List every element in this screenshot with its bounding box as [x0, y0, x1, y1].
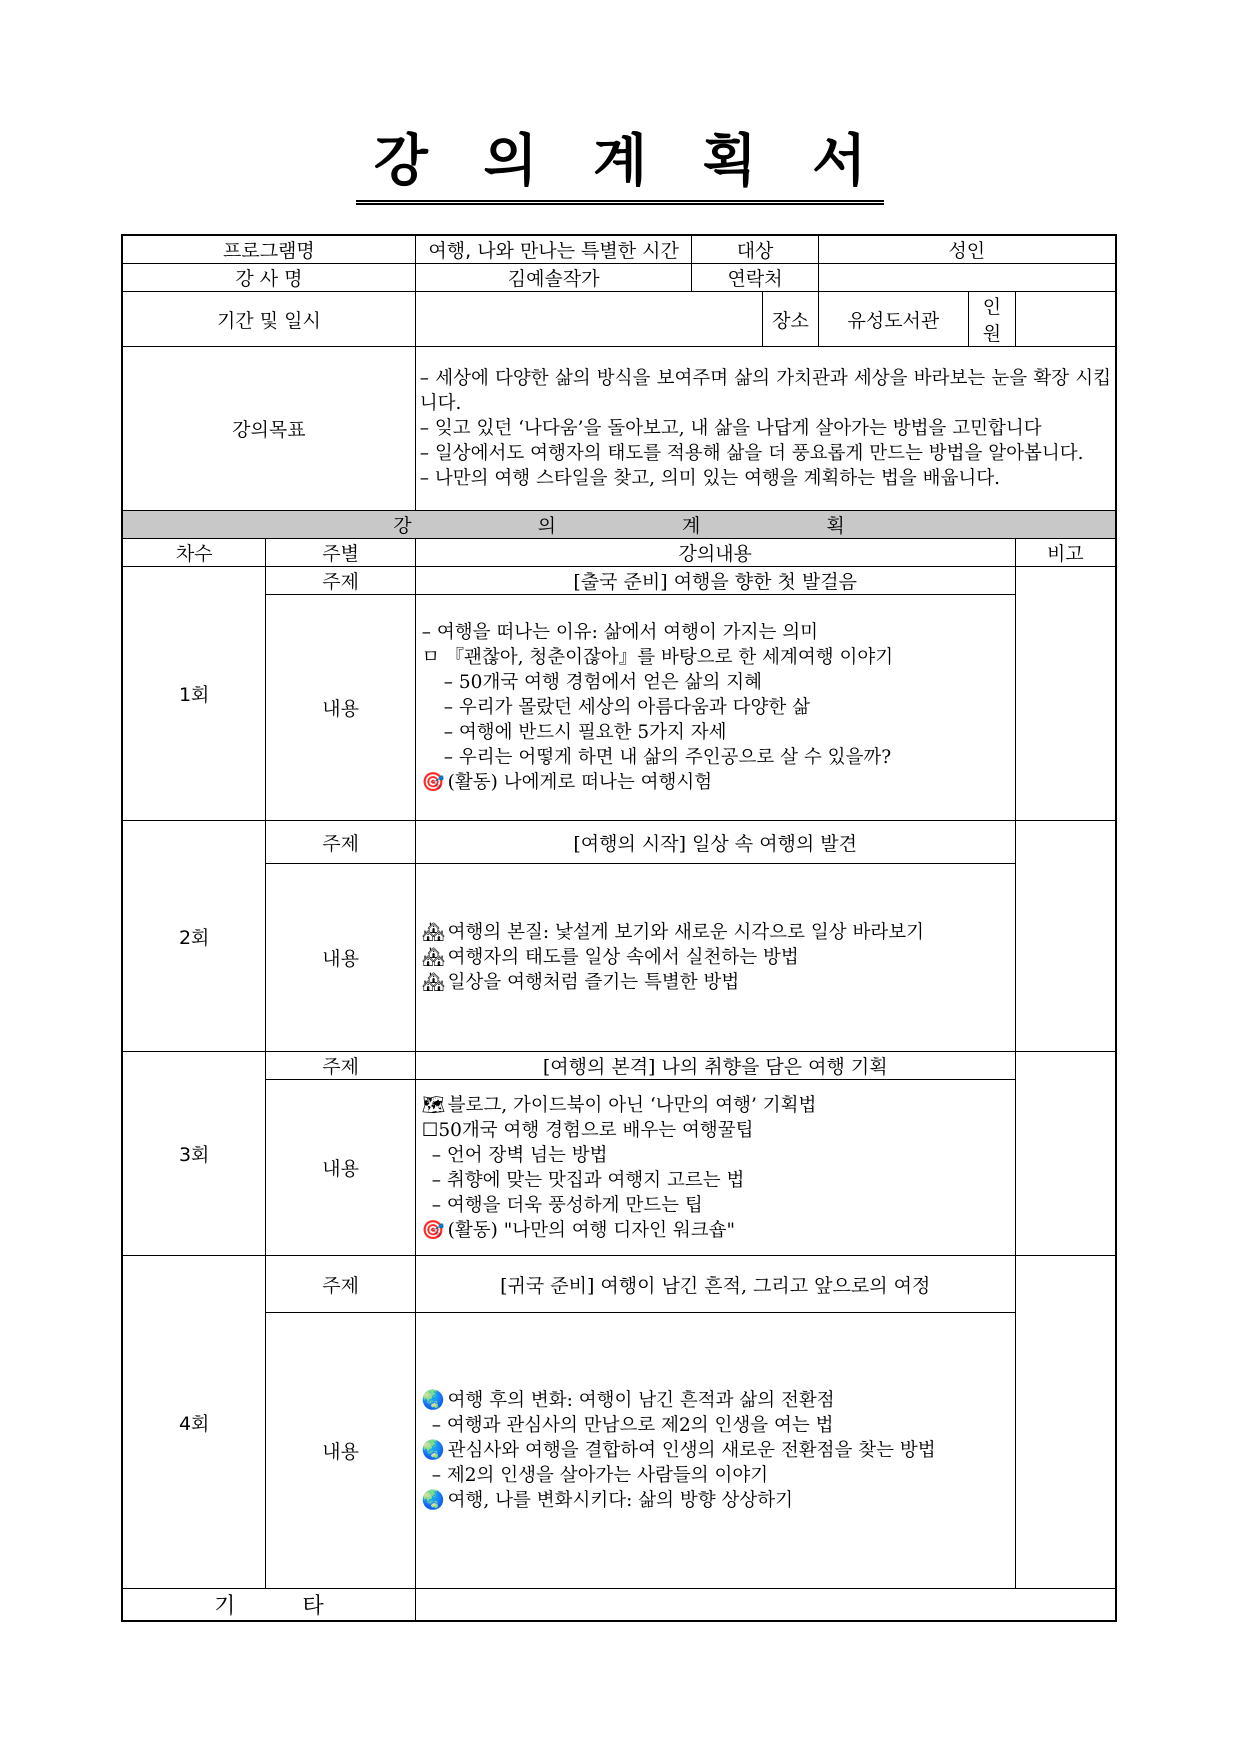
content-line: 🎯 (활동) 나에게로 떠나는 여행시험 [421, 772, 713, 793]
goals-row [122, 347, 1116, 511]
content-line: – 여행에 반드시 필요한 5가지 자세 [443, 722, 727, 743]
topic-label: 주제 [266, 567, 415, 595]
goal-item: – 일상에서도 여행자의 태도를 적용해 삶을 더 풍요롭게 만드는 방법을 알아봅니다. [419, 443, 1084, 464]
content-line: – 여행을 떠나는 이유: 삶에서 여행이 가지는 의미 [421, 622, 818, 643]
content-line: 🗺 블로그, 가이드북이 아닌 ‘나만의 여행’ 기획법 [421, 1094, 817, 1116]
session-label: 3회 [122, 1052, 266, 1256]
houses-icon: 🏘 [421, 947, 446, 968]
topic-label: 주제 [266, 821, 415, 864]
content-label: 내용 [266, 864, 415, 1052]
plan-header-row [122, 511, 1116, 539]
period-value [415, 292, 763, 347]
etc-label-cell [122, 1589, 415, 1622]
goal-item: – 나만의 여행 스타일을 찾고, 의미 있는 여행을 계획하는 법을 배웁니다. [419, 468, 1000, 489]
session-topic: [출국 준비] 여행을 향한 첫 발걸음 [415, 567, 1015, 595]
session-topic: [여행의 본격] 나의 취향을 담은 여행 기획 [415, 1052, 1015, 1080]
content-line: – 여행과 관심사의 만남으로 제2의 인생을 여는 법 [431, 1415, 834, 1436]
session-2-content-row [122, 864, 1116, 1052]
content-line: – 50개국 여행 경험에서 얻은 삶의 지혜 [443, 672, 763, 693]
globe-icon: 🌏 [421, 1390, 445, 1411]
content-line: – 언어 장벽 넘는 방법 [431, 1144, 608, 1166]
session-note [1015, 1052, 1116, 1256]
session-1-content-row [122, 595, 1116, 821]
session-content [415, 1080, 1015, 1256]
period-label: 기간 및 일시 [122, 292, 415, 347]
col-content: 강의내용 [415, 539, 1015, 567]
col-session: 차수 [122, 539, 266, 567]
program-value: 여행, 나와 만나는 특별한 시간 [415, 235, 692, 264]
content-line: – 여행을 더욱 풍성하게 만드는 팁 [431, 1194, 703, 1216]
plan-header-text: 강 의 계 획 [393, 515, 905, 537]
content-line: ☐50개국 여행 경험으로 배우는 여행꿀팁 [421, 1119, 754, 1141]
place-value: 유성도서관 [818, 292, 969, 347]
goals-content [415, 347, 1116, 511]
etc-row [122, 1589, 1116, 1622]
session-content [415, 595, 1015, 821]
session-3-topic-row [122, 1052, 1116, 1080]
session-topic: [귀국 준비] 여행이 남긴 흔적, 그리고 앞으로의 여정 [415, 1256, 1015, 1313]
content-line: ㅁ 『괜찮아, 청춘이잖아』를 바탕으로 한 세계여행 이야기 [421, 647, 894, 668]
content-label: 내용 [266, 1080, 415, 1256]
session-content [415, 1313, 1015, 1589]
session-label: 1회 [122, 567, 266, 821]
session-label: 4회 [122, 1256, 266, 1589]
session-note [1015, 567, 1116, 821]
contact-value [818, 264, 1116, 292]
content-line: 🏘 여행의 본질: 낯설게 보기와 새로운 시각으로 일상 바라보기 [421, 922, 924, 943]
session-topic: [여행의 시작] 일상 속 여행의 발견 [415, 821, 1015, 864]
goal-item: – 잊고 있던 ‘나다움’을 돌아보고, 내 삶을 나답게 살아가는 방법을 고민합니다 [419, 418, 1042, 439]
target-icon: 🎯 [421, 1219, 445, 1241]
globe-icon: 🌏 [421, 1490, 445, 1511]
session-2-topic-row [122, 821, 1116, 864]
instructor-label: 강 사 명 [122, 264, 415, 292]
houses-icon: 🏘 [421, 922, 446, 943]
contact-label: 연락처 [692, 264, 818, 292]
col-note: 비고 [1015, 539, 1116, 567]
session-note [1015, 1256, 1116, 1589]
content-line: 🌏 여행, 나를 변화시키다: 삶의 방향 상상하기 [421, 1490, 793, 1511]
column-header-row [122, 539, 1116, 567]
instructor-value: 김예솔작가 [415, 264, 692, 292]
etc-value [415, 1589, 1116, 1622]
session-content [415, 864, 1015, 1052]
goal-item: – 세상에 다양한 삶의 방식을 보여주며 삶의 가치관과 세상을 바라보는 눈을 확장 시킵니다. [419, 368, 1111, 414]
content-line: 🌏 여행 후의 변화: 여행이 남긴 흔적과 삶의 전환점 [421, 1390, 835, 1411]
topic-label: 주제 [266, 1256, 415, 1313]
topic-label: 주제 [266, 1052, 415, 1080]
content-line: – 우리는 어떻게 하면 내 삶의 주인공으로 살 수 있을까? [443, 747, 892, 768]
period-row [122, 292, 1116, 347]
plan-header [122, 511, 1116, 539]
target-icon: 🎯 [421, 772, 445, 793]
map-icon: 🗺 [421, 1094, 446, 1116]
program-row [122, 235, 1116, 264]
globe-icon: 🌏 [421, 1440, 445, 1461]
lecture-plan-table [121, 234, 1117, 1622]
session-label: 2회 [122, 821, 266, 1052]
session-1-topic-row [122, 567, 1116, 595]
session-4-content-row [122, 1313, 1116, 1589]
goals-label: 강의목표 [122, 347, 415, 511]
content-label: 내용 [266, 595, 415, 821]
place-label: 장소 [763, 292, 818, 347]
target-value: 성인 [818, 235, 1116, 264]
content-line: – 제2의 인생을 살아가는 사람들의 이야기 [431, 1465, 769, 1486]
target-label: 대상 [692, 235, 818, 264]
content-line: – 취향에 맞는 맛집과 여행지 고르는 법 [431, 1169, 745, 1191]
people-label: 인원 [969, 292, 1015, 347]
session-4-topic-row [122, 1256, 1116, 1313]
session-note [1015, 821, 1116, 1052]
content-line: 🌏 관심사와 여행을 결합하여 인생의 새로운 전환점을 찾는 방법 [421, 1440, 936, 1461]
program-label: 프로그램명 [122, 235, 415, 264]
people-value [1015, 292, 1116, 347]
document-title-wrap [0, 130, 1240, 205]
content-line: – 우리가 몰랐던 세상의 아름다움과 다양한 삶 [443, 697, 810, 718]
content-line: 🏘 여행자의 태도를 일상 속에서 실천하는 방법 [421, 947, 799, 968]
houses-icon: 🏘 [421, 972, 446, 993]
col-week: 주별 [266, 539, 415, 567]
content-line: 🎯 (활동) "나만의 여행 디자인 워크숍" [421, 1219, 735, 1241]
instructor-row [122, 264, 1116, 292]
content-line: 🏘 일상을 여행처럼 즐기는 특별한 방법 [421, 972, 740, 993]
document-title: 강 의 계 획 서 [356, 130, 884, 205]
etc-label: 기 타 [214, 1594, 354, 1619]
session-3-content-row [122, 1080, 1116, 1256]
content-label: 내용 [266, 1313, 415, 1589]
